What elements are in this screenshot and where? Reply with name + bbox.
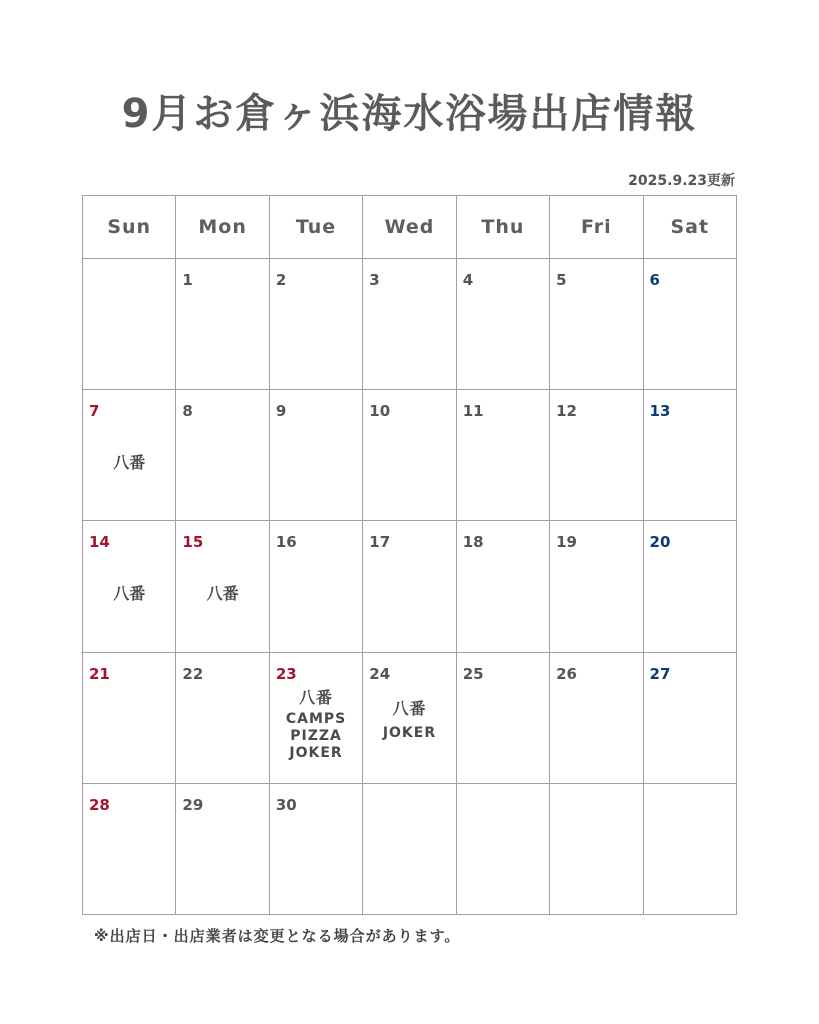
weekday-mon: Mon	[176, 196, 269, 259]
day-number: 12	[556, 402, 577, 421]
day-number: 11	[462, 402, 484, 421]
day-number: 13	[649, 402, 671, 421]
day-cell	[456, 652, 549, 783]
day-number: 2	[275, 271, 287, 289]
calendar-week-row	[83, 652, 737, 783]
day-cell	[269, 783, 362, 914]
weekday-wed: Wed	[363, 196, 456, 259]
day-cell	[269, 521, 362, 652]
day-cell	[176, 783, 269, 914]
day-cell	[550, 390, 643, 521]
day-number: 7	[89, 402, 100, 421]
calendar-body	[83, 259, 737, 915]
page-title: 9月お倉ヶ浜海水浴場出店情報	[121, 91, 698, 137]
weekday-fri: Fri	[550, 196, 643, 259]
vendor-name: JOKER	[289, 744, 343, 761]
day-cell	[269, 390, 362, 521]
vendor-list	[363, 697, 455, 745]
vendor-list	[176, 581, 268, 604]
day-cell	[83, 521, 176, 652]
day-number: 16	[275, 533, 297, 552]
day-cell	[643, 521, 736, 652]
day-number: 19	[556, 533, 577, 552]
day-number: 28	[89, 795, 110, 814]
day-cell	[643, 652, 736, 783]
day-number: 30	[275, 795, 297, 814]
weekday-sat: Sat	[643, 196, 736, 259]
day-number: 27	[649, 664, 671, 683]
day-number: 25	[462, 664, 484, 683]
day-number: 10	[369, 402, 391, 421]
day-cell	[176, 259, 269, 390]
day-cell	[176, 521, 269, 652]
day-cell	[363, 521, 456, 652]
calendar-week-row	[83, 259, 737, 390]
day-cell	[550, 521, 643, 652]
day-number: 24	[369, 664, 391, 683]
vendor-name: 八番	[206, 584, 239, 604]
day-cell	[456, 783, 549, 914]
day-cell	[643, 783, 736, 914]
day-number: 4	[462, 271, 474, 289]
day-cell	[363, 390, 456, 521]
day-number: 18	[462, 533, 484, 552]
vendor-name: PIZZA	[290, 727, 342, 744]
day-number: 8	[182, 402, 193, 421]
day-cell	[643, 390, 736, 521]
day-number: 5	[556, 271, 567, 289]
updated-date: 2025.9.23更新	[628, 173, 735, 189]
day-cell	[550, 259, 643, 390]
day-number: 1	[182, 271, 193, 289]
day-cell	[363, 652, 456, 783]
day-number: 23	[275, 664, 297, 683]
day-number: 26	[556, 664, 577, 683]
vendor-name: 八番	[113, 453, 146, 473]
day-cell	[643, 259, 736, 390]
day-cell	[83, 259, 176, 390]
day-number: 20	[649, 533, 671, 552]
day-number: 6	[649, 271, 660, 289]
calendar-grid	[82, 195, 737, 915]
day-cell	[83, 783, 176, 914]
day-cell	[363, 783, 456, 914]
day-number: 14	[89, 533, 110, 552]
calendar-week-row	[83, 390, 737, 521]
calendar-week-row	[83, 521, 737, 652]
day-cell	[176, 652, 269, 783]
day-number: 21	[89, 664, 110, 683]
day-cell	[363, 259, 456, 390]
weekday-tue: Tue	[269, 196, 362, 259]
day-cell	[456, 390, 549, 521]
day-number: 29	[182, 795, 204, 814]
day-cell	[83, 390, 176, 521]
day-cell	[550, 652, 643, 783]
day-number: 15	[182, 533, 204, 552]
vendor-name: 八番	[299, 687, 334, 707]
vendor-name: CAMPS	[285, 710, 347, 727]
day-cell	[550, 783, 643, 914]
day-cell	[269, 652, 362, 783]
vendor-name: 八番	[392, 698, 427, 718]
day-number: 22	[182, 664, 204, 683]
vendor-name: 八番	[113, 584, 146, 604]
day-cell	[456, 259, 549, 390]
day-number: 3	[369, 271, 380, 289]
weekday-header-row	[83, 196, 737, 259]
vendor-list	[270, 687, 362, 762]
footnote: ※出店日・出店業者は変更となる場合があります。	[94, 927, 461, 945]
day-cell	[83, 652, 176, 783]
vendor-list	[83, 581, 175, 604]
day-number: 9	[275, 402, 287, 421]
vendor-list	[83, 450, 175, 473]
vendor-name: JOKER	[382, 724, 437, 741]
weekday-sun: Sun	[83, 196, 176, 259]
day-cell	[176, 390, 269, 521]
weekday-thu: Thu	[456, 196, 549, 259]
day-cell	[269, 259, 362, 390]
day-number: 17	[369, 533, 391, 552]
day-cell	[456, 521, 549, 652]
calendar-week-row	[83, 783, 737, 914]
